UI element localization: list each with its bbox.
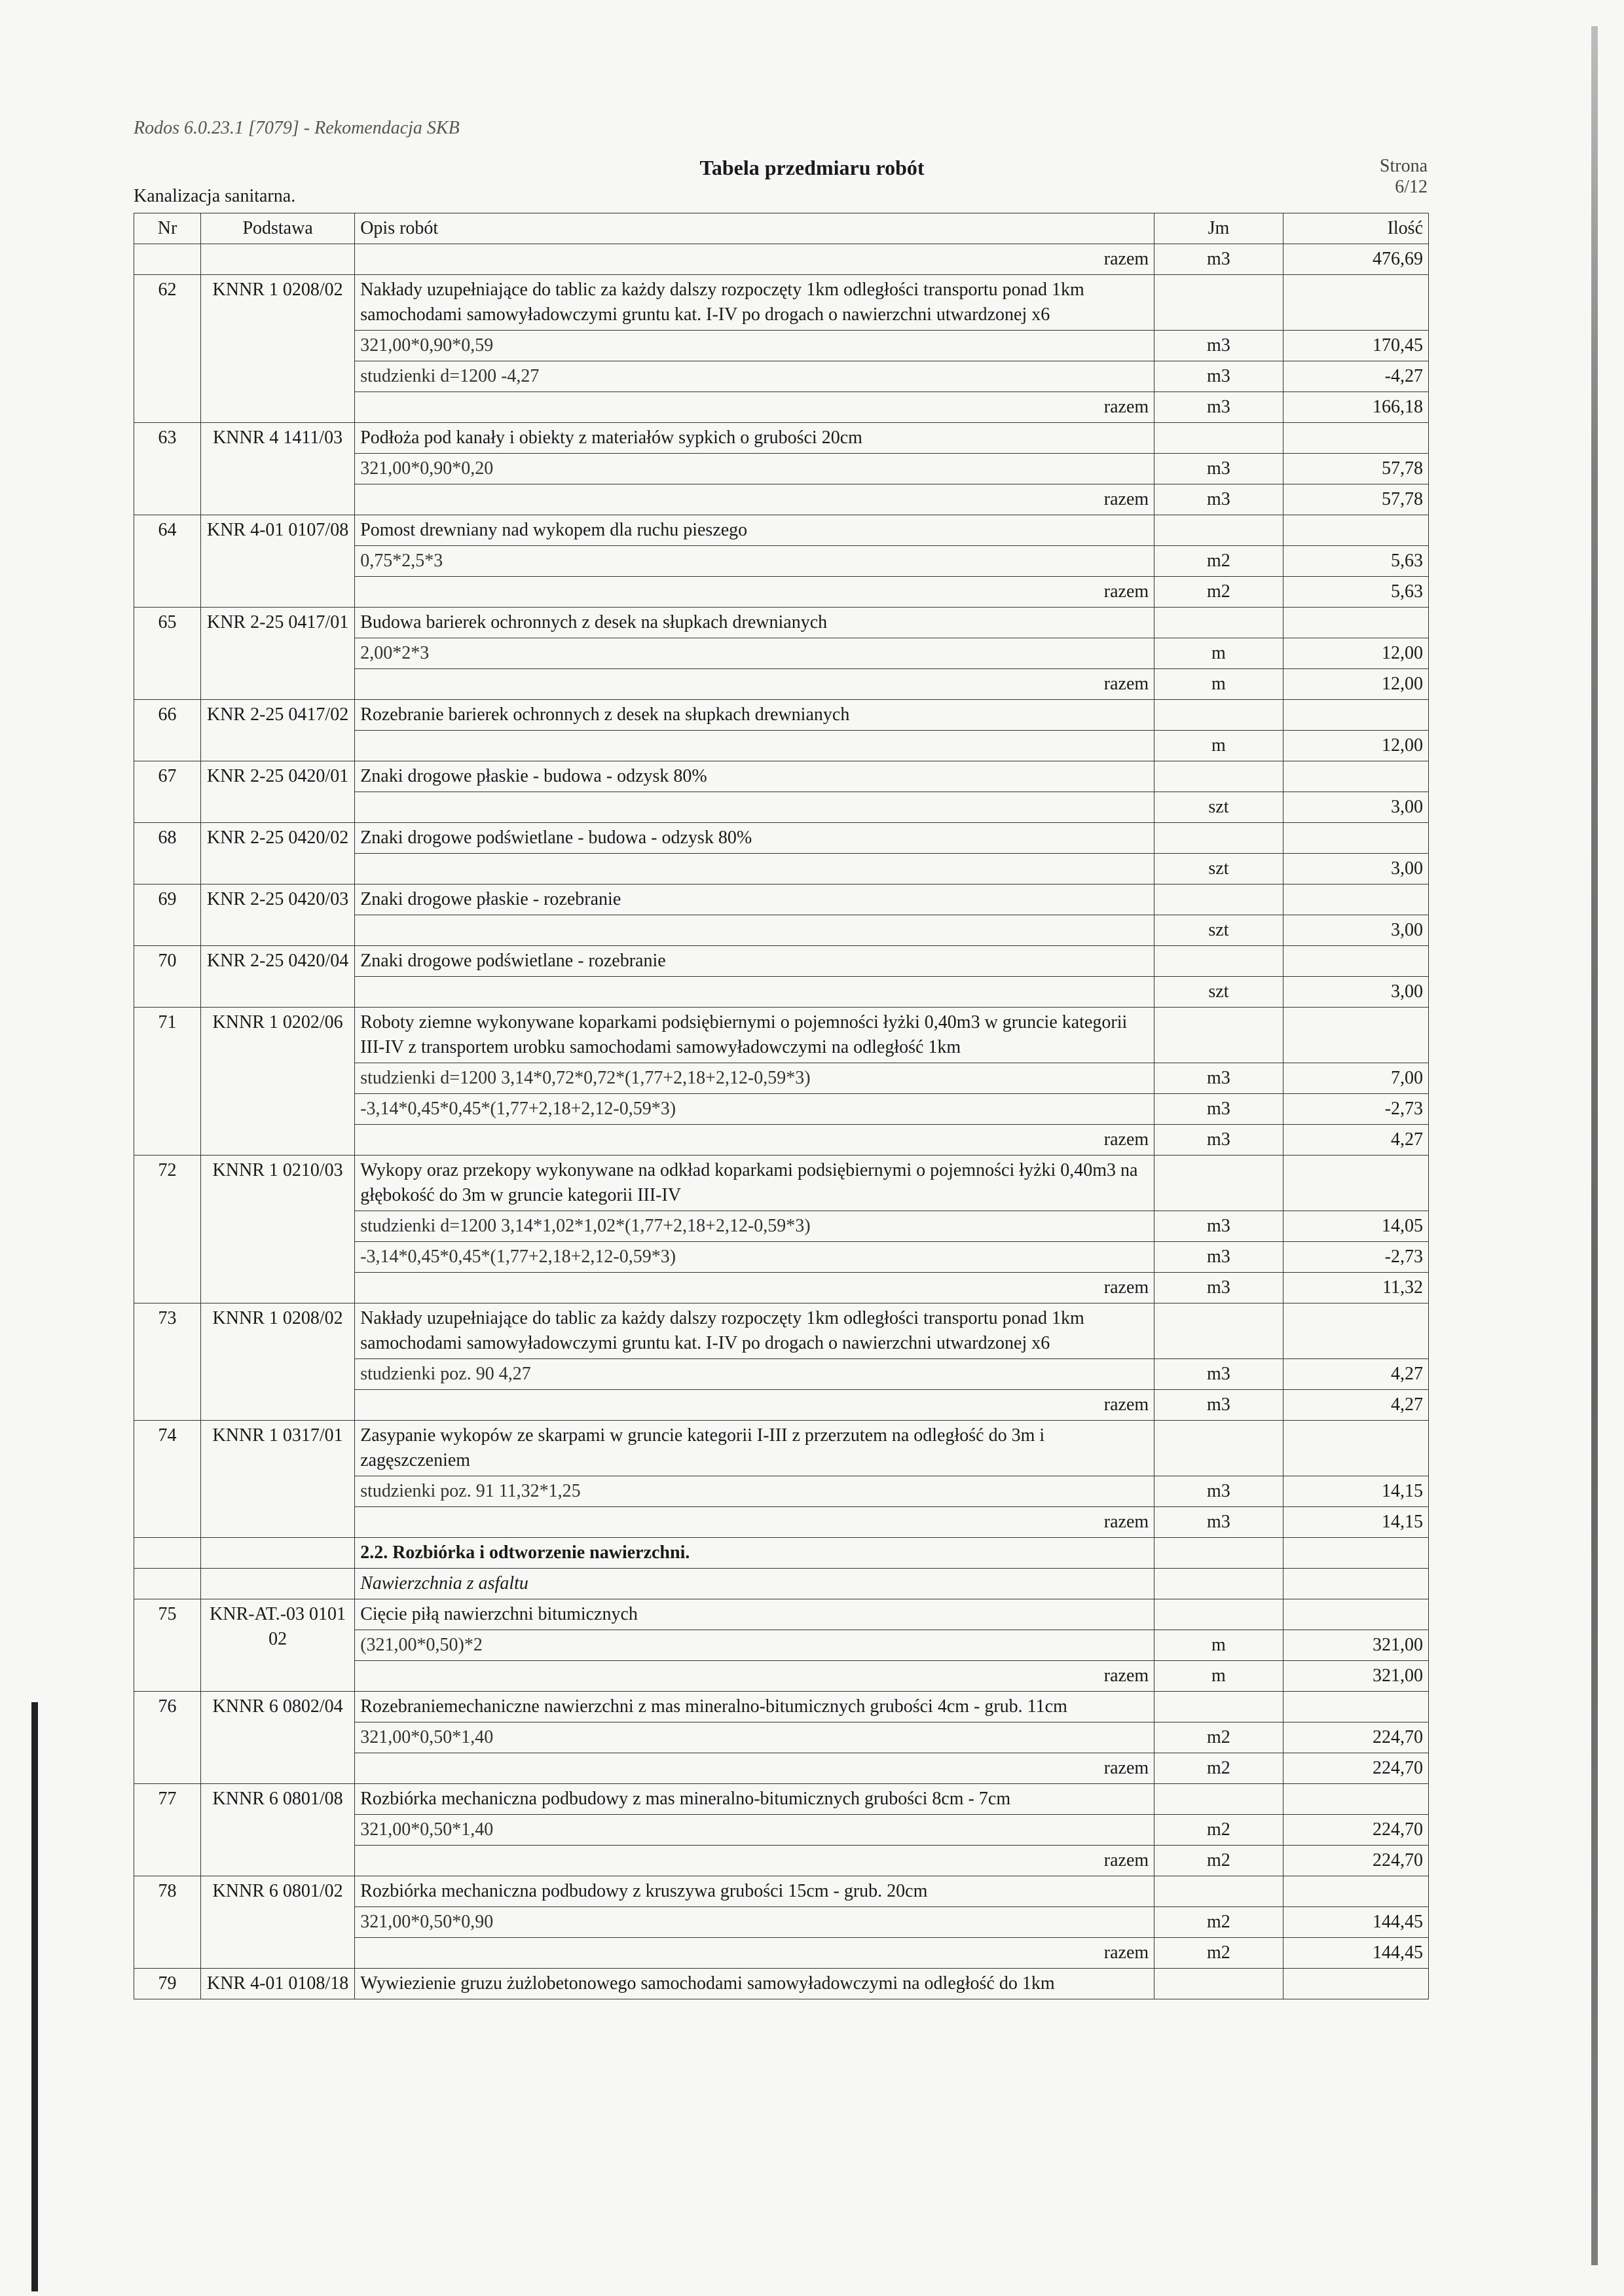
item-unit-blank <box>1154 1008 1283 1063</box>
razem-unit: m3 <box>1154 1125 1283 1156</box>
item-number: 78 <box>134 1876 201 1969</box>
item-number: 62 <box>134 275 201 423</box>
calc-expression: 321,00*0,50*1,40 <box>355 1722 1154 1753</box>
razem-unit: m3 <box>1154 1390 1283 1421</box>
item-unit-blank <box>1154 1969 1283 1999</box>
section-heading-row <box>134 1538 1429 1569</box>
table-row <box>134 1421 1429 1476</box>
item-quantity-blank <box>1283 884 1428 915</box>
calc-unit: m3 <box>1154 361 1283 392</box>
scan-edge-right <box>1591 26 1598 2265</box>
item-unit-blank <box>1154 423 1283 454</box>
calc-unit: m3 <box>1154 1476 1283 1507</box>
subsection-heading-row <box>134 1569 1429 1599</box>
razem-unit: m3 <box>1154 1507 1283 1538</box>
calc-quantity: -2,73 <box>1283 1242 1428 1273</box>
calc-expression <box>355 915 1154 946</box>
razem-label: razem <box>355 1507 1154 1538</box>
table-row <box>134 1303 1429 1359</box>
blank-cell <box>1283 1569 1428 1599</box>
razem-quantity: 11,32 <box>1283 1273 1428 1303</box>
calc-unit: szt <box>1154 854 1283 884</box>
razem-unit: m <box>1154 1661 1283 1692</box>
table-header-row <box>134 213 1429 244</box>
calc-expression: 321,00*0,50*0,90 <box>355 1907 1154 1938</box>
item-quantity-blank <box>1283 700 1428 731</box>
table-row <box>134 946 1429 977</box>
item-description: Rozebranie barierek ochronnych z desek na słupkach drewnianych <box>355 700 1154 731</box>
calc-quantity: 224,70 <box>1283 1815 1428 1846</box>
item-basis: KNNR 1 0208/02 <box>201 275 355 423</box>
quantity-table <box>134 213 1429 1999</box>
calc-unit: m <box>1154 638 1283 669</box>
quantity-table-container <box>134 213 1429 1999</box>
item-number: 74 <box>134 1421 201 1538</box>
item-quantity-blank <box>1283 1008 1428 1063</box>
item-quantity-blank <box>1283 946 1428 977</box>
calc-expression: -3,14*0,45*0,45*(1,77+2,18+2,12-0,59*3) <box>355 1094 1154 1125</box>
calc-quantity: 4,27 <box>1283 1359 1428 1390</box>
calc-quantity: 14,15 <box>1283 1476 1428 1507</box>
razem-label: razem <box>355 1846 1154 1876</box>
item-description: Pomost drewniany nad wykopem dla ruchu pieszego <box>355 515 1154 546</box>
razem-label: razem <box>355 1938 1154 1969</box>
item-description: Zasypanie wykopów ze skarpami w gruncie kategorii I-III z przerzutem na odległość do 3m i zagęszczeniem <box>355 1421 1154 1476</box>
razem-label: razem <box>355 577 1154 608</box>
item-unit-blank <box>1154 884 1283 915</box>
item-number: 66 <box>134 700 201 761</box>
item-basis: KNNR 1 0202/06 <box>201 1008 355 1156</box>
item-description: Nakłady uzupełniające do tablic za każdy dalszy rozpoczęty 1km odległości transportu ponad 1km samochodami samowyładowczymi gruntu kat. I-IV po drogach o nawierzchni utwardzonej x6 <box>355 275 1154 331</box>
item-number: 77 <box>134 1784 201 1876</box>
item-basis: KNR 2-25 0420/01 <box>201 761 355 823</box>
item-quantity-blank <box>1283 515 1428 546</box>
item-description: Nakłady uzupełniające do tablic za każdy dalszy rozpoczęty 1km odległości transportu ponad 1km samochodami samowyładowczymi gruntu kat. I-IV po drogach o nawierzchni utwardzonej x6 <box>355 1303 1154 1359</box>
item-basis: KNNR 6 0802/04 <box>201 1692 355 1784</box>
table-row <box>134 700 1429 731</box>
calc-unit: m2 <box>1154 546 1283 577</box>
calc-quantity: 321,00 <box>1283 1630 1428 1661</box>
razem-quantity: 144,45 <box>1283 1938 1428 1969</box>
item-number: 76 <box>134 1692 201 1784</box>
razem-label: razem <box>355 1390 1154 1421</box>
item-description: Podłoża pod kanały i obiekty z materiałów sypkich o grubości 20cm <box>355 423 1154 454</box>
item-basis: KNNR 1 0210/03 <box>201 1156 355 1303</box>
item-quantity-blank <box>1283 1599 1428 1630</box>
item-number: 63 <box>134 423 201 515</box>
razem-quantity: 224,70 <box>1283 1753 1428 1784</box>
razem-label: razem <box>355 1753 1154 1784</box>
section-title: 2.2. Rozbiórka i odtworzenie nawierzchni. <box>355 1538 1154 1569</box>
item-quantity-blank <box>1283 1156 1428 1211</box>
calc-expression: 0,75*2,5*3 <box>355 546 1154 577</box>
table-row <box>134 1692 1429 1722</box>
item-number: 70 <box>134 946 201 1008</box>
calc-unit: m3 <box>1154 1242 1283 1273</box>
calc-quantity: 224,70 <box>1283 1722 1428 1753</box>
calc-unit: m3 <box>1154 331 1283 361</box>
calc-expression: 321,00*0,50*1,40 <box>355 1815 1154 1846</box>
item-description: Rozbiórka mechaniczna podbudowy z kruszywa grubości 15cm - grub. 20cm <box>355 1876 1154 1907</box>
calc-unit: szt <box>1154 977 1283 1008</box>
blank-cell <box>1154 1538 1283 1569</box>
item-basis: KNR 2-25 0420/02 <box>201 823 355 884</box>
item-description: Rozbiórka mechaniczna podbudowy z mas mineralno-bitumicznych grubości 8cm - 7cm <box>355 1784 1154 1815</box>
calc-expression <box>355 792 1154 823</box>
calc-expression: studzienki poz. 90 4,27 <box>355 1359 1154 1390</box>
calc-unit: m3 <box>1154 1359 1283 1390</box>
item-quantity-blank <box>1283 1969 1428 1999</box>
calc-expression: (321,00*0,50)*2 <box>355 1630 1154 1661</box>
item-quantity-blank <box>1283 608 1428 638</box>
item-basis: KNNR 1 0208/02 <box>201 1303 355 1421</box>
item-unit-blank <box>1154 608 1283 638</box>
razem-label: razem <box>355 392 1154 423</box>
table-row <box>134 1969 1429 1999</box>
table-row <box>134 1784 1429 1815</box>
calc-unit: m <box>1154 731 1283 761</box>
razem-label: razem <box>355 244 1154 275</box>
item-number: 65 <box>134 608 201 700</box>
table-row <box>134 761 1429 792</box>
calc-expression <box>355 854 1154 884</box>
razem-unit: m2 <box>1154 1938 1283 1969</box>
page-number: Strona 6/12 <box>1379 156 1428 197</box>
calc-expression: studzienki d=1200 3,14*1,02*1,02*(1,77+2,18+2,12-0,59*3) <box>355 1211 1154 1242</box>
item-description: Budowa barierek ochronnych z desek na słupkach drewnianych <box>355 608 1154 638</box>
item-number: 75 <box>134 1599 201 1692</box>
calc-expression: 321,00*0,90*0,20 <box>355 454 1154 484</box>
item-description: Wykopy oraz przekopy wykonywane na odkład koparkami podsiębiernymi o pojemności łyżki 0,40m3 na głębokość do 3m w gruncie kategorii III-IV <box>355 1156 1154 1211</box>
table-row <box>134 1008 1429 1063</box>
razem-quantity: 12,00 <box>1283 669 1428 700</box>
item-description: Cięcie piłą nawierzchni bitumicznych <box>355 1599 1154 1630</box>
carryover-razem-row <box>134 244 1429 275</box>
item-quantity-blank <box>1283 275 1428 331</box>
item-basis: KNR 4-01 0108/18 <box>201 1969 355 1999</box>
item-unit-blank <box>1154 761 1283 792</box>
item-basis: KNR-AT.-03 0101 02 <box>201 1599 355 1692</box>
calc-quantity: 3,00 <box>1283 854 1428 884</box>
calc-quantity: 5,63 <box>1283 546 1428 577</box>
calc-quantity: 57,78 <box>1283 454 1428 484</box>
item-quantity-blank <box>1283 1421 1428 1476</box>
razem-ilosc: 476,69 <box>1283 244 1428 275</box>
item-number: 68 <box>134 823 201 884</box>
item-unit-blank <box>1154 823 1283 854</box>
item-description: Znaki drogowe płaskie - budowa - odzysk 80% <box>355 761 1154 792</box>
item-unit-blank <box>1154 946 1283 977</box>
razem-quantity: 224,70 <box>1283 1846 1428 1876</box>
table-row <box>134 884 1429 915</box>
col-header-nr: Nr <box>134 213 201 244</box>
item-basis: KNNR 1 0317/01 <box>201 1421 355 1538</box>
item-quantity-blank <box>1283 761 1428 792</box>
document-title: Tabela przedmiaru robót <box>699 156 925 179</box>
item-description: Znaki drogowe płaskie - rozebranie <box>355 884 1154 915</box>
item-unit-blank <box>1154 700 1283 731</box>
item-basis: KNNR 6 0801/02 <box>201 1876 355 1969</box>
razem-quantity: 4,27 <box>1283 1125 1428 1156</box>
razem-label: razem <box>355 1125 1154 1156</box>
item-description: Roboty ziemne wykonywane koparkami podsiębiernymi o pojemności łyżki 0,40m3 w gruncie kategorii III-IV z transportem urobku samochodami samowyładowczymi na odległość 1km <box>355 1008 1154 1063</box>
item-basis: KNR 2-25 0417/01 <box>201 608 355 700</box>
col-header-podstawa: Podstawa <box>201 213 355 244</box>
col-header-jm: Jm <box>1154 213 1283 244</box>
razem-unit: m2 <box>1154 1846 1283 1876</box>
calc-quantity: 170,45 <box>1283 331 1428 361</box>
blank-cell <box>134 1538 201 1569</box>
calc-quantity: 3,00 <box>1283 977 1428 1008</box>
calc-unit: m3 <box>1154 1211 1283 1242</box>
item-number: 67 <box>134 761 201 823</box>
calc-quantity: 3,00 <box>1283 915 1428 946</box>
item-number: 69 <box>134 884 201 946</box>
item-unit-blank <box>1154 1876 1283 1907</box>
calc-unit: m3 <box>1154 1094 1283 1125</box>
item-description: Rozebraniemechaniczne nawierzchni z mas mineralno-bitumicznych grubości 4cm - grub. 11cm <box>355 1692 1154 1722</box>
item-unit-blank <box>1154 515 1283 546</box>
item-basis: KNNR 6 0801/08 <box>201 1784 355 1876</box>
razem-unit: m3 <box>1154 392 1283 423</box>
calc-unit: szt <box>1154 792 1283 823</box>
item-description: Wywiezienie gruzu żużlobetonowego samochodami samowyładowczymi na odległość do 1km <box>355 1969 1154 1999</box>
calc-expression: studzienki d=1200 3,14*0,72*0,72*(1,77+2,18+2,12-0,59*3) <box>355 1063 1154 1094</box>
item-unit-blank <box>1154 1784 1283 1815</box>
razem-label: razem <box>355 669 1154 700</box>
blank-cell <box>134 1569 201 1599</box>
razem-label: razem <box>355 1273 1154 1303</box>
calc-expression: 2,00*2*3 <box>355 638 1154 669</box>
calc-quantity: 7,00 <box>1283 1063 1428 1094</box>
razem-unit: m3 <box>1154 1273 1283 1303</box>
razem-quantity: 5,63 <box>1283 577 1428 608</box>
razem-unit: m2 <box>1154 1753 1283 1784</box>
calc-expression <box>355 977 1154 1008</box>
item-quantity-blank <box>1283 1692 1428 1722</box>
section-name: Kanalizacja sanitarna. <box>134 186 296 206</box>
item-quantity-blank <box>1283 1784 1428 1815</box>
item-quantity-blank <box>1283 1876 1428 1907</box>
item-description: Znaki drogowe podświetlane - rozebranie <box>355 946 1154 977</box>
calc-quantity: 12,00 <box>1283 731 1428 761</box>
razem-unit: m2 <box>1154 577 1283 608</box>
item-unit-blank <box>1154 1421 1283 1476</box>
razem-jm: m3 <box>1154 244 1283 275</box>
col-header-opis: Opis robót <box>355 213 1154 244</box>
razem-quantity: 321,00 <box>1283 1661 1428 1692</box>
item-number: 64 <box>134 515 201 608</box>
calc-expression: 321,00*0,90*0,59 <box>355 331 1154 361</box>
blank-cell <box>1154 1569 1283 1599</box>
razem-label: razem <box>355 484 1154 515</box>
calc-quantity: 144,45 <box>1283 1907 1428 1938</box>
table-body <box>134 244 1429 1999</box>
item-quantity-blank <box>1283 423 1428 454</box>
razem-quantity: 4,27 <box>1283 1390 1428 1421</box>
software-header: Rodos 6.0.23.1 [7079] - Rekomendacja SKB <box>134 118 460 138</box>
item-quantity-blank <box>1283 823 1428 854</box>
item-basis: KNR 2-25 0417/02 <box>201 700 355 761</box>
calc-unit: m3 <box>1154 454 1283 484</box>
item-number: 73 <box>134 1303 201 1421</box>
calc-quantity: 14,05 <box>1283 1211 1428 1242</box>
calc-expression: -3,14*0,45*0,45*(1,77+2,18+2,12-0,59*3) <box>355 1242 1154 1273</box>
calc-quantity: -4,27 <box>1283 361 1428 392</box>
item-unit-blank <box>1154 1692 1283 1722</box>
calc-unit: szt <box>1154 915 1283 946</box>
razem-unit: m3 <box>1154 484 1283 515</box>
calc-quantity: -2,73 <box>1283 1094 1428 1125</box>
item-unit-blank <box>1154 275 1283 331</box>
table-row <box>134 1156 1429 1211</box>
item-unit-blank <box>1154 1599 1283 1630</box>
table-row <box>134 1876 1429 1907</box>
calc-expression: studzienki poz. 91 11,32*1,25 <box>355 1476 1154 1507</box>
table-row <box>134 515 1429 546</box>
razem-quantity: 166,18 <box>1283 392 1428 423</box>
calc-quantity: 3,00 <box>1283 792 1428 823</box>
item-unit-blank <box>1154 1156 1283 1211</box>
table-row <box>134 423 1429 454</box>
table-row <box>134 1599 1429 1630</box>
blank-cell <box>201 1569 355 1599</box>
calc-unit: m2 <box>1154 1722 1283 1753</box>
calc-unit: m2 <box>1154 1907 1283 1938</box>
calc-unit: m3 <box>1154 1063 1283 1094</box>
table-row <box>134 823 1429 854</box>
table-row <box>134 275 1429 331</box>
blank-cell <box>1283 1538 1428 1569</box>
blank-cell <box>201 1538 355 1569</box>
calc-unit: m2 <box>1154 1815 1283 1846</box>
calc-expression <box>355 731 1154 761</box>
razem-quantity: 57,78 <box>1283 484 1428 515</box>
item-number: 72 <box>134 1156 201 1303</box>
col-header-ilosc: Ilość <box>1283 213 1428 244</box>
table-row <box>134 608 1429 638</box>
razem-label: razem <box>355 1661 1154 1692</box>
item-number: 71 <box>134 1008 201 1156</box>
subsection-title: Nawierzchnia z asfaltu <box>355 1569 1154 1599</box>
item-quantity-blank <box>1283 1303 1428 1359</box>
item-description: Znaki drogowe podświetlane - budowa - odzysk 80% <box>355 823 1154 854</box>
item-basis: KNR 2-25 0420/03 <box>201 884 355 946</box>
razem-unit: m <box>1154 669 1283 700</box>
item-number: 79 <box>134 1969 201 1999</box>
item-basis: KNNR 4 1411/03 <box>201 423 355 515</box>
item-unit-blank <box>1154 1303 1283 1359</box>
item-basis: KNR 4-01 0107/08 <box>201 515 355 608</box>
scan-edge-left <box>31 1702 38 2291</box>
calc-unit: m <box>1154 1630 1283 1661</box>
calc-quantity: 12,00 <box>1283 638 1428 669</box>
razem-quantity: 14,15 <box>1283 1507 1428 1538</box>
item-basis: KNR 2-25 0420/04 <box>201 946 355 1008</box>
calc-expression: studzienki d=1200 -4,27 <box>355 361 1154 392</box>
